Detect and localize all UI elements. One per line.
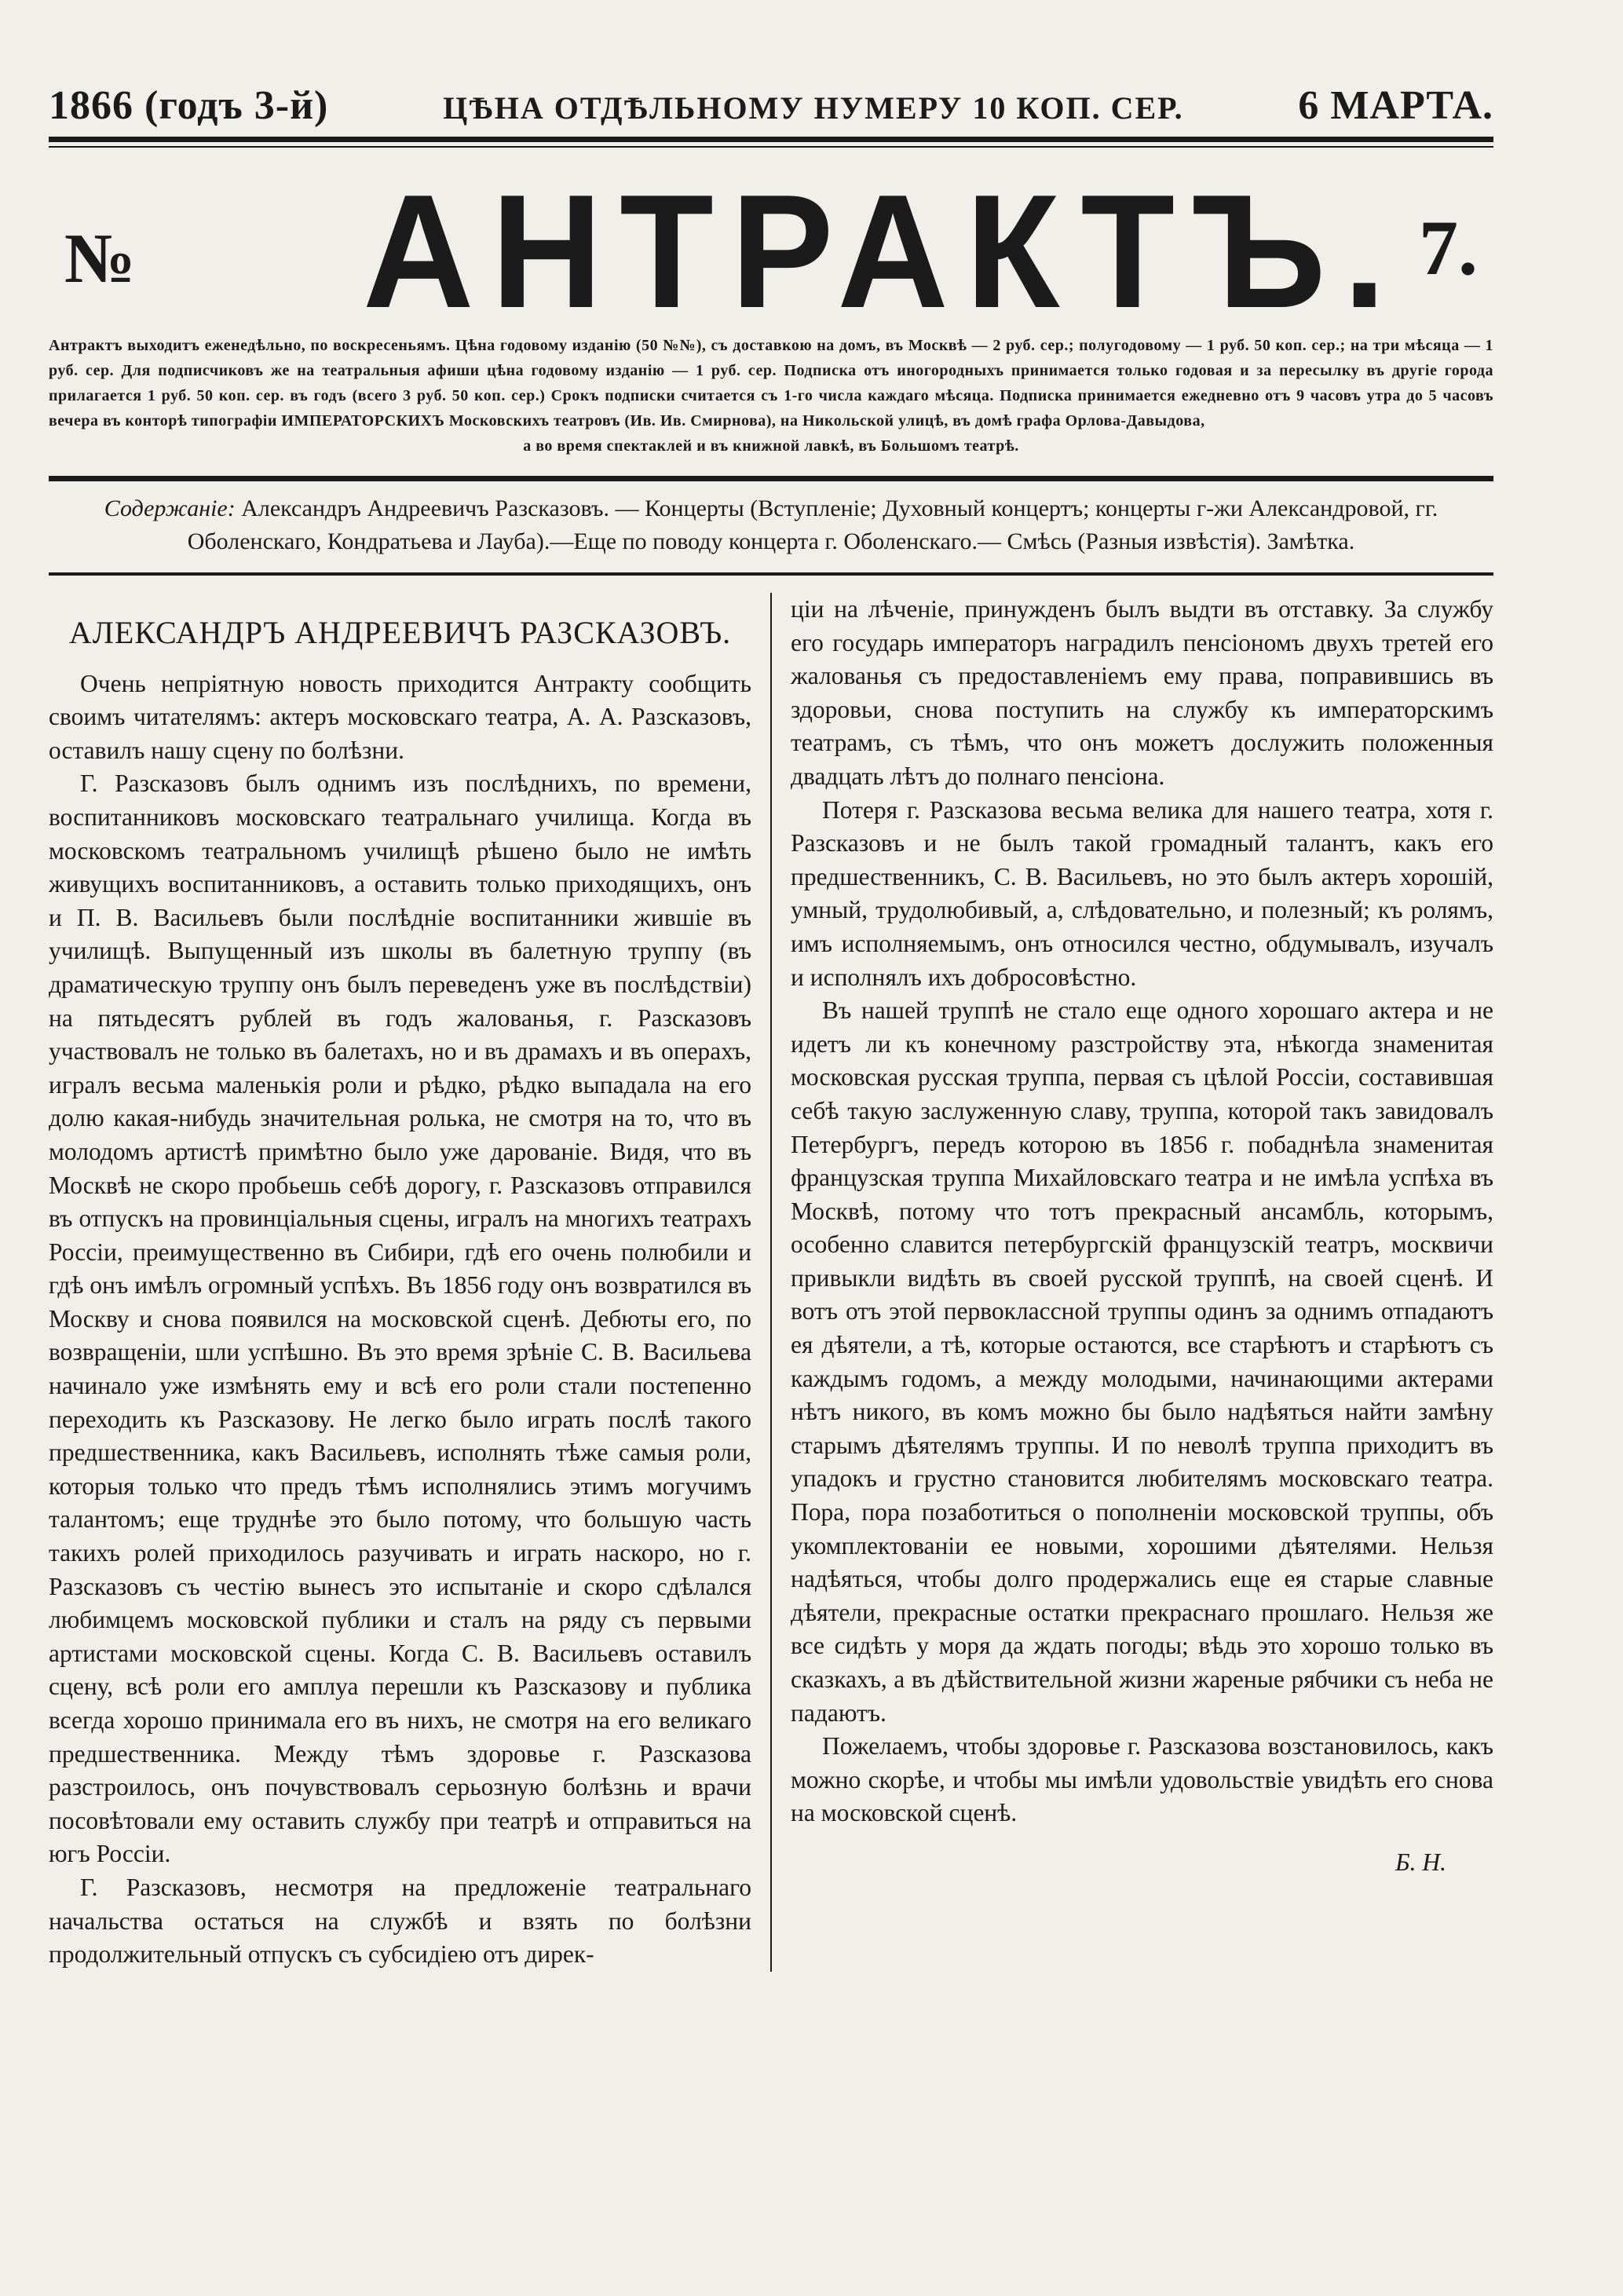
numero-sign: № — [64, 220, 136, 298]
subscription-text: Антрактъ выходитъ еженедѣльно, по воскресеньямъ. Цѣна годовому изданію (50 №№), съ доставкою на домъ, въ Москвѣ — 2 руб. сер.; полугодовому — 1 руб. 50 коп. сер.; на три мѣсяца — 1 руб. сер. Для подписчиковъ же на театральныя афиши цѣна годовому изданію — 1 руб. сер. Подписка отъ иногородныхъ принимается только годовая и за пересылку въ другіе города прилагается 1 руб. 50 коп. сер. въ годъ (всего 3 руб. 50 коп. сер.) Срокъ подписки считается съ 1-го числа каждаго мѣсяца. Подписка принимается ежедневно отъ 9 часовъ утра до 5 часовъ вечера въ конторѣ типографіи ИМПЕРАТОРСКИХЪ Московскихъ театровъ (Ив. Ив. Смирнова), на Никольской улицѣ, въ домѣ графа Орлова-Давыдова, — [49, 337, 1493, 430]
paragraph: Потеря г. Разсказова весьма велика для нашего театра, хотя г. Разсказовъ и не былъ такой громадный талантъ, какъ его предшественникъ, С. В. Васильевъ, но это былъ актеръ хорошій, умный, трудолюбивый, а, слѣдовательно, и полезный; къ ролямъ, имъ исполняемымъ, онъ относился честно, обдумывалъ, изучалъ и исполнялъ ихъ добросовѣстно. — [791, 795, 1493, 991]
subscription-last-line: а во время спектаклей и въ книжной лавкѣ, въ Большомъ театрѣ. — [523, 437, 1019, 455]
issue-number: 7. — [1419, 204, 1478, 291]
author-signature: Б. Н. — [1395, 1848, 1446, 1876]
paragraph: Г. Разсказовъ былъ однимъ изъ послѣднихъ, по времени, воспитанниковъ московскаго театральнаго училища. Когда въ московскомъ театральномъ училищѣ рѣшено было не имѣть живущихъ воспитанниковъ, а оставить только приходящихъ, онъ и П. В. Васильевъ были послѣдніе воспитанники жившіе въ училищѣ. Выпущенный изъ школы въ балетную труппу (въ драматическую труппу онъ былъ переведенъ уже въ послѣдствіи) на пятьдесятъ рублей въ годъ жалованья, г. Разсказовъ участвовалъ не только въ балетахъ, но и въ драмахъ и въ операхъ, игралъ весьма маленькія роли и рѣдко, рѣдко выпадала на его долю какая-нибудь значительная ролька, не смотря на то, что въ молодомъ артистѣ примѣтно было уже дарованіе. Видя, что въ Москвѣ не скоро пробьешь себѣ дорогу, г. Разсказовъ отправился въ отпускъ на провинціальныя сцены, игралъ на многихъ театрахъ Россіи, преимущественно въ Сибири, гдѣ его очень полюбили и гдѣ онъ имѣлъ огромный успѣхъ. Въ 1856 году онъ возвратился въ Москву и снова появился на московской сценѣ. Дебюты его, по возвращеніи, шли успѣшно. Въ это время зрѣніе С. В. Васильева начинало уже измѣнять ему и всѣ его роли стали постепенно переходить къ Разсказову. Не легко было играть послѣ такого предшественника, какъ Васильевъ, исполнять тѣже самыя роли, которыя только что предъ тѣмъ исполнялись этимъ могучимъ талантомъ; еще труднѣе это было потому, что большую часть такихъ ролей приходилось разучивать и играть наскоро, но г. Разсказовъ съ честію вынесъ это испытаніе и скоро сдѣлался любимцемъ московской публики и сталъ на ряду съ первыми артистами московской сцены. Когда С. В. Васильевъ оставилъ сцену, всѣ роли его амплуа перешли къ Разсказову и публика всегда хорошо принимала его въ нихъ, не смотря на его великаго предшественника. Между тѣмъ здоровье г. Разсказова разстроилось, онъ почувствовалъ серьозную болѣзнь и врачи посовѣтовали ему оставить службу при театрѣ и отправиться на югъ Россіи. — [49, 770, 751, 1868]
date-label: 6 МАРТА. — [1298, 83, 1493, 128]
article-title: АЛЕКСАНДРЪ АНДРЕЕВИЧЪ РАЗСКАЗОВЪ. — [68, 615, 732, 650]
paragraph: Въ нашей труппѣ не стало еще одного хорошаго актера и не идетъ ли къ конечному разстройству эта, нѣкогда знаменитая московская русская труппа, первая съ цѣлой Россіи, составившая себѣ такую заслуженную славу, труппа, которой такъ завидовалъ Петербургъ, передъ которою въ 1856 г. побаднѣла знаменитая французская труппа Михайловскаго театра и не имѣла успѣха въ Москвѣ, потому что тотъ прекрасный ансамбль, которымъ, особенно славится петербургскій французскій театръ, москвичи привыкли видѣть въ своей русской труппѣ, на своей сценѣ. И вотъ отъ этой первоклассной труппы одинъ за однимъ отпадаютъ ея дѣятели, а тѣ, которые остаются, все старѣютъ и старѣютъ съ каждымъ годомъ, а между молодыми, начинающими актерами нѣтъ никого, въ комъ можно бы было надѣяться найти замѣну старымъ дѣятелямъ труппы. И по неволѣ труппа приходитъ въ упадокъ и грустно становится любителямъ московскаго театра. Пора, пора позаботиться о пополненіи московской труппы, объ укомплектованіи ее новыми, хорошими дѣятелями. Нельзя надѣяться, чтобы долго продержались еще ея старые славные дѣятели, прекрасные остатки прекраснаго прошлаго. Нельзя же все сидѣть у моря да ждать погоды; вѣдь это хорошо только въ сказкахъ, а въ дѣйствительной жизни жареные рябчики съ неба не падаютъ. — [791, 996, 1493, 1727]
header-rule — [49, 137, 1493, 142]
paragraph: Пожелаемъ, чтобы здоровье г. Разсказова возстановилось, какъ можно скорѣе, и чтобы мы имѣли удовольствіе увидѣть его снова на московской сценѣ. — [791, 1732, 1493, 1827]
article-columns — [49, 593, 1493, 1972]
year-label: 1866 (годъ 3-й) — [49, 83, 329, 128]
contents-text: Александръ Андреевичъ Разсказовъ. — Концерты (Вступленіе; Духовный концертъ; концерты г-жи Александровой, гг. Оболенскаго, Кондратьева и Лауба).—Еще по поводу концерта г. Оболенскаго.— Смѣсь (Разныя извѣстія). Замѣтка. — [187, 495, 1438, 554]
price-label: ЦѢНА ОТДѢЛЬНОМУ НУМЕРУ 10 КОП. СЕР. — [443, 90, 1184, 126]
newspaper-page — [49, 82, 1493, 1972]
table-of-contents — [49, 492, 1493, 558]
right-column — [772, 593, 1493, 1972]
paragraph: Очень непріятную новость приходится Антракту сообщить своимъ читателямъ: актеръ московскаго театра, А. А. Разсказовъ, оставилъ нашу сцену по болѣзни. — [49, 669, 751, 764]
newspaper-title: АНТРАКТЪ. — [363, 161, 1403, 342]
paragraph: ціи на лѣченіе, принужденъ былъ выдти въ отставку. За службу его государь императоръ наградилъ пенсіономъ двухъ третей его жалованья съ предоставленіемъ ему права, поправившись въ здоровьи, снова поступить на службу къ императорскимъ театрамъ, съ тѣмъ, что онъ можетъ дослужить положенныя двадцать лѣтъ до полнаго пенсіона. — [791, 595, 1493, 790]
subscription-info — [49, 333, 1493, 459]
contents-bottom-rule — [49, 572, 1493, 576]
contents-rule — [49, 476, 1493, 481]
masthead — [49, 148, 1493, 342]
contents-label: Содержаніе: — [104, 495, 236, 521]
header-line — [49, 82, 1493, 129]
paragraph: Г. Разсказовъ, несмотря на предложеніе театральнаго начальства остаться на службѣ и взять по болѣзни продолжительный отпускъ съ субсидіею отъ дирек- — [49, 1873, 751, 1969]
left-column — [49, 593, 770, 1972]
